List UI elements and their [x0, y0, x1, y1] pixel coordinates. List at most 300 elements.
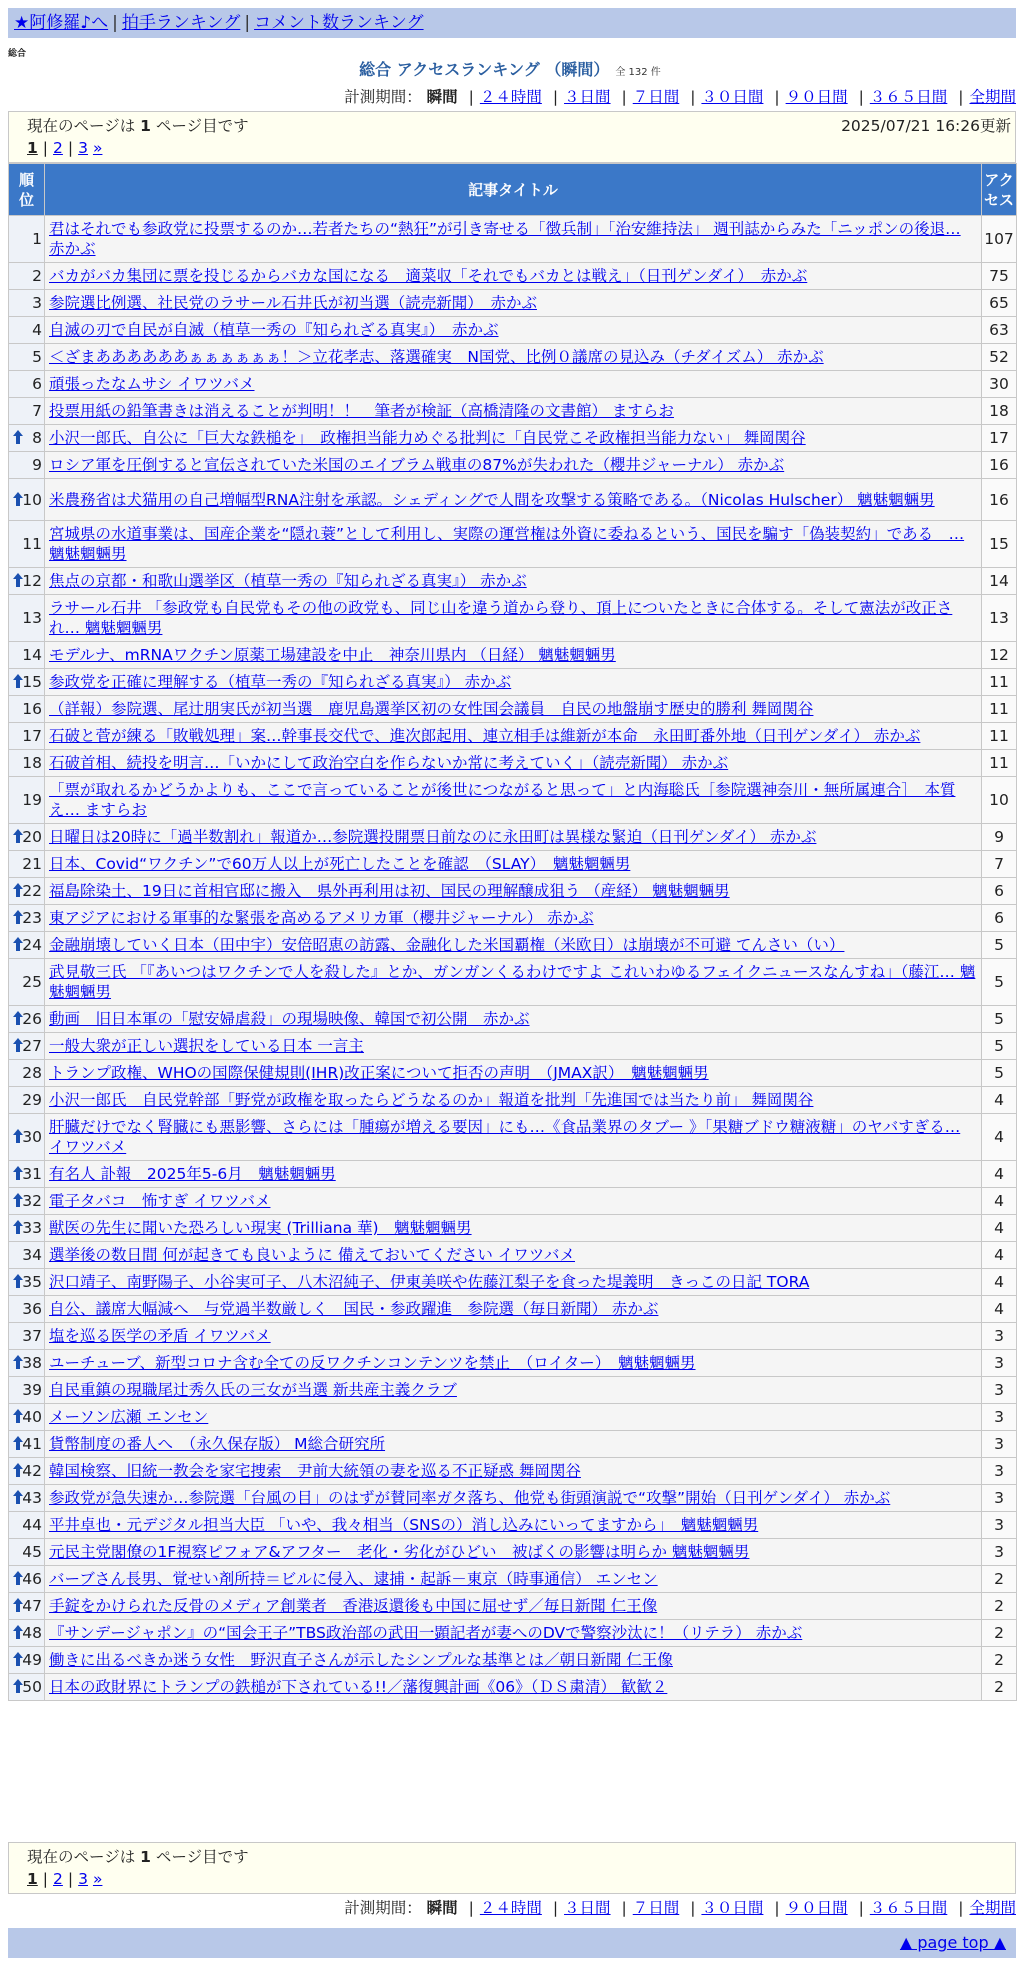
rank-cell [9, 521, 45, 568]
rank-cell [9, 1620, 45, 1647]
table-row [9, 263, 1017, 290]
period-link-3d[interactable]: ３日間 [564, 88, 611, 106]
rank-cell [9, 1431, 45, 1458]
table-row [9, 1242, 1017, 1269]
article-title-link[interactable]: 東アジアにおける軍事的な緊張を高めるアメリカ軍（櫻井ジャーナル） 赤かぶ [49, 909, 594, 927]
rank-up-arrow-icon [12, 1597, 24, 1613]
rank-number: 30 [22, 1128, 42, 1146]
title-cell [45, 905, 982, 932]
access-count: 3 [982, 1485, 1017, 1512]
access-count: 17 [982, 425, 1017, 452]
rank-up-arrow-icon [12, 1624, 24, 1640]
rank-number: 27 [22, 1037, 42, 1055]
table-row [9, 723, 1017, 750]
access-count: 5 [982, 1033, 1017, 1060]
table-row [9, 568, 1017, 595]
access-count: 107 [982, 216, 1017, 263]
rank-cell [9, 216, 45, 263]
access-count: 16 [982, 479, 1017, 521]
period-link-7d[interactable]: ７日間 [632, 88, 680, 106]
period-link-365d[interactable]: ３６５日間 [869, 1899, 948, 1917]
article-title-link[interactable]: 参院選比例選、社民党のラサール石井氏が初当選（読売新聞） 赤かぶ [49, 294, 537, 312]
article-title-link[interactable]: 有名人 訃報 2025年5-6月 魑魅魍魎男 [49, 1165, 336, 1183]
article-title-link[interactable]: メーソン広瀬 エンセン [49, 1408, 209, 1426]
rank-number: 1 [32, 230, 42, 248]
rank-cell [9, 750, 45, 777]
period-link-24h[interactable]: ２４時間 [479, 1899, 542, 1917]
article-title-link[interactable]: 福島除染土、19日に首相官邸に搬入 県外再利用は初、国民の理解醸成狙う （産経） 魑魅魍魎男 [49, 882, 730, 900]
header-rank: 順位 [9, 164, 45, 216]
title-cell [45, 1033, 982, 1060]
period-label: 計測期間： [344, 88, 422, 106]
period-selector-bottom: 計測期間： 瞬間 | ２４時間 | ３日間 | ７日間 | ３０日間 | ９０日間 | ３６５日間 | 全期間 [344, 1899, 1016, 1917]
table-row [9, 905, 1017, 932]
title-cell [45, 1161, 982, 1188]
rank-cell [9, 317, 45, 344]
table-row [9, 1114, 1017, 1161]
access-count: 16 [982, 452, 1017, 479]
article-title-link[interactable]: 肝臓だけでなく腎臓にも悪影響、さらには「腫瘍が増える要因」にも…《食品業界のタブー 》「果糖ブドウ糖液糖」のヤバすぎる… イワツバメ [49, 1118, 961, 1156]
rank-number: 21 [22, 855, 42, 873]
period-link-30d[interactable]: ３０日間 [701, 1899, 764, 1917]
period-link-7d[interactable]: ７日間 [632, 1899, 680, 1917]
rank-number: 19 [22, 791, 42, 809]
table-row [9, 1188, 1017, 1215]
rank-up-arrow-icon [12, 1010, 24, 1026]
period-current: 瞬間 [426, 88, 458, 106]
rank-up-arrow-icon [12, 828, 24, 844]
table-row [9, 959, 1017, 1006]
title-cell [45, 371, 982, 398]
rank-cell [9, 425, 45, 452]
access-count: 3 [982, 1350, 1017, 1377]
title-cell [45, 959, 982, 1006]
article-title-link[interactable]: 働きに出るべきか迷う女性 野沢直子さんが示したシンプルな基準とは／朝日新聞 仁王像 [49, 1651, 673, 1669]
article-title-link[interactable]: 宮城県の水道事業は、国産企業を“隠れ蓑”として利用し、実際の運営権は外資に委ねるという、国民を騙す「偽装契約」である … 魑魅魍魎男 [49, 525, 965, 563]
title-cell [45, 1006, 982, 1033]
rank-cell [9, 1033, 45, 1060]
table-row [9, 371, 1017, 398]
nav-link-comment-ranking[interactable]: コメント数ランキング [254, 13, 424, 33]
article-title-link[interactable]: 韓国検察、旧統一教会を家宅捜索 尹前大統領の妻を巡る不正疑惑 舞岡関谷 [49, 1462, 581, 1480]
table-row [9, 452, 1017, 479]
article-title-link[interactable]: 元民主党閣僚の1F視察ピフォア&アフター 老化・劣化がひどい 被ばくの影響は明らか 魑魅魍魎男 [49, 1543, 750, 1561]
table-row [9, 290, 1017, 317]
rank-number: 3 [32, 294, 42, 312]
table-row [9, 750, 1017, 777]
top-nav-bar [8, 8, 1016, 38]
rank-number: 20 [22, 828, 42, 846]
rank-cell [9, 669, 45, 696]
title-cell [45, 263, 982, 290]
title-cell [45, 1566, 982, 1593]
rank-cell [9, 398, 45, 425]
article-title-link[interactable]: 塩を巡る医学の矛盾 イワツバメ [49, 1327, 271, 1345]
access-count: 15 [982, 521, 1017, 568]
rank-number: 39 [22, 1381, 42, 1399]
access-count: 5 [982, 932, 1017, 959]
access-count: 6 [982, 878, 1017, 905]
rank-number: 49 [22, 1651, 42, 1669]
rank-up-arrow-icon [12, 1462, 24, 1478]
category-tag: 総合 [8, 49, 27, 59]
access-count: 7 [982, 851, 1017, 878]
table-row [9, 851, 1017, 878]
access-count: 4 [982, 1161, 1017, 1188]
rank-cell [9, 1161, 45, 1188]
rank-number: 12 [22, 572, 42, 590]
article-title-link[interactable]: ラサール石井 「参政党も自民党もその他の政党も、同じ山を違う道から登り、頂上についたときに合体する。そして憲法が改正され… 魑魅魍魎男 [49, 599, 953, 637]
title-cell [45, 878, 982, 905]
article-title-link[interactable]: 手錠をかけられた反骨のメディア創業者 香港返還後も中国に屈せず／毎日新聞 仁王像 [49, 1597, 658, 1615]
access-count: 4 [982, 1269, 1017, 1296]
article-title-link[interactable]: 頑張ったなムサシ イワツバメ [49, 375, 255, 393]
article-title-link[interactable]: 選挙後の数日間 何が起きても良いように 備えておいてください イワツバメ [49, 1246, 575, 1264]
table-row [9, 317, 1017, 344]
table-row [9, 1215, 1017, 1242]
rank-cell [9, 1323, 45, 1350]
rank-number: 34 [22, 1246, 42, 1264]
article-title-link[interactable]: 武見敬三氏 「『あいつはワクチンで人を殺した』とか、ガンガンくるわけですよ これいわゆるフェイクニュースなんすね」（藤江… 魑魅魍魎男 [49, 963, 976, 1001]
rank-number: 40 [22, 1408, 42, 1426]
access-count: 4 [982, 1114, 1017, 1161]
rank-cell [9, 905, 45, 932]
page-current: 1 [27, 139, 38, 157]
page-title: 総合 アクセスランキング （瞬間） [359, 60, 610, 79]
nav-link-applause-ranking[interactable]: 拍手ランキング [121, 13, 241, 33]
title-cell [45, 1674, 982, 1701]
article-title-link[interactable]: 平井卓也・元デジタル担当大臣 「いや、我々相当（SNSの）消し込みにいってますから」 魑魅魍魎男 [49, 1516, 759, 1534]
nav-separator: | [244, 13, 251, 33]
total-count: 全 132 件 [615, 67, 661, 78]
title-cell [45, 595, 982, 642]
title-cell [45, 1485, 982, 1512]
article-title-link[interactable]: 参政党が急失速か…参院選「台風の目」のはずが賛同率ガタ落ち、他党も街頭演説で“攻撃”開始（日刊ゲンダイ） 赤かぶ [49, 1489, 891, 1507]
rank-up-arrow-icon [12, 1354, 24, 1370]
access-count: 14 [982, 568, 1017, 595]
access-count: 2 [982, 1593, 1017, 1620]
article-title-link[interactable]: ＜ざまああああああぁぁぁぁぁぁ！＞立花孝志、落選確実 N国党、比例０議席の見込み（チダイズム） 赤かぶ [49, 348, 824, 366]
table-row [9, 1006, 1017, 1033]
article-title-link[interactable]: 貨幣制度の番人へ （永久保存版） M総合研究所 [49, 1435, 386, 1453]
title-cell [45, 1060, 982, 1087]
title-cell [45, 1512, 982, 1539]
table-row [9, 1296, 1017, 1323]
access-count: 3 [982, 1377, 1017, 1404]
article-title-link[interactable]: 金融崩壊していく日本（田中宇）安倍昭恵の訪露、金融化した米国覇権（米欧日）は崩壊が不可避 てんさい（い） [49, 936, 845, 954]
table-row [9, 1087, 1017, 1114]
title-cell [45, 1404, 982, 1431]
bottom-bar [8, 1928, 1016, 1958]
page-link-3[interactable]: 3 [78, 139, 89, 157]
article-title-link[interactable]: バーブさん長男、覚せい剤所持＝ビルに侵入、逮捕・起訴－東京（時事通信） エンセン [49, 1570, 658, 1588]
title-cell [45, 750, 982, 777]
access-count: 4 [982, 1242, 1017, 1269]
title-cell [45, 696, 982, 723]
article-title-link[interactable]: モデルナ、mRNAワクチン原薬工場建設を中止 神奈川県内 （日経） 魑魅魍魎男 [49, 646, 616, 664]
rank-number: 22 [22, 882, 42, 900]
access-count: 4 [982, 1087, 1017, 1114]
article-title-link[interactable]: 動画 旧日本軍の「慰安婦虐殺」の現場映像、韓国で初公開 赤かぶ [49, 1010, 530, 1028]
period-selector-top: 計測期間： 瞬間 | ２４時間 | ３日間 | ７日間 | ３０日間 | ９０日間 | ３６５日間 | 全期間 [344, 88, 1016, 106]
article-title-link[interactable]: 投票用紙の鉛筆書きは消えることが判明！！ 筆者が検証（高橋清隆の文書館） ますらお [49, 402, 674, 420]
period-link-3d[interactable]: ３日間 [564, 1899, 611, 1917]
rank-number: 10 [22, 490, 42, 509]
article-title-link[interactable]: 沢口靖子、南野陽子、小谷実可子、八木沼純子、伊東美咲や佐藤江梨子を食った堤義明 きっこの日記 TORA [49, 1273, 810, 1291]
article-title-link[interactable]: 日本、Covid“ワクチン”で60万人以上が死亡したことを確認 （SLAY） 魑魅魍魎男 [49, 855, 631, 873]
access-count: 3 [982, 1539, 1017, 1566]
article-title-link[interactable]: 小沢一郎氏 自民党幹部「野党が政権を取ったらどうなるのか」報道を批判「先進国では当たり前」 舞岡関谷 [49, 1091, 814, 1109]
article-title-link[interactable]: 獣医の先生に聞いた恐ろしい現実 (Trilliana 華) 魑魅魍魎男 [49, 1219, 472, 1237]
title-cell [45, 1215, 982, 1242]
rank-cell [9, 263, 45, 290]
pagination-box-bottom [8, 1842, 1016, 1894]
access-count: 3 [982, 1404, 1017, 1431]
rank-number: 48 [22, 1624, 42, 1642]
title-cell [45, 398, 982, 425]
rank-number: 17 [22, 727, 42, 745]
title-cell [45, 290, 982, 317]
title-cell [45, 1350, 982, 1377]
article-title-link[interactable]: 小沢一郎氏、自公に「巨大な鉄槌を」 政権担当能力めぐる批判に「自民党こそ政権担当能力ない」 舞岡関谷 [49, 429, 806, 447]
rank-number: 2 [32, 267, 42, 285]
access-count: 5 [982, 1060, 1017, 1087]
rank-number: 41 [22, 1435, 42, 1453]
article-title-link[interactable]: 石破首相、続投を明言…「いかにして政治空白を作らないか常に考えていく」（読売新聞） 赤かぶ [49, 754, 729, 772]
period-link-90d[interactable]: ９０日間 [785, 1899, 848, 1917]
rank-cell [9, 344, 45, 371]
page-next-link[interactable]: » [92, 139, 103, 157]
rank-cell [9, 1296, 45, 1323]
title-cell [45, 824, 982, 851]
access-count: 4 [982, 1296, 1017, 1323]
article-title-link[interactable]: 一般大衆が正しい選択をしている日本 一言主 [49, 1037, 364, 1055]
pagination-nav: 1 | 2 | 3 » [27, 1870, 103, 1888]
period-link-all[interactable]: 全期間 [969, 1899, 1016, 1917]
article-title-link[interactable]: 自公、議席大幅減へ 与党過半数厳しく 国民・参政躍進 参院選（毎日新聞） 赤かぶ [49, 1300, 659, 1318]
table-row [9, 479, 1017, 521]
table-row [9, 1033, 1017, 1060]
article-title-link[interactable]: 電子タバコ 怖すぎ イワツバメ [49, 1192, 271, 1210]
title-cell [45, 568, 982, 595]
rank-number: 33 [22, 1219, 42, 1237]
page-link-2[interactable]: 2 [53, 139, 63, 157]
access-count: 6 [982, 905, 1017, 932]
nav-link-asyura-home[interactable]: ★阿修羅♪へ [14, 13, 109, 33]
rank-number: 44 [22, 1516, 42, 1534]
table-row [9, 216, 1017, 263]
access-count: 52 [982, 344, 1017, 371]
title-cell [45, 1458, 982, 1485]
rank-cell [9, 1087, 45, 1114]
nav-separator: | [112, 13, 118, 33]
current-page-message: 現在のページは 1 ページ目です [27, 117, 249, 135]
access-count: 5 [982, 959, 1017, 1006]
period-link-all[interactable]: 全期間 [969, 88, 1016, 106]
title-cell [45, 1539, 982, 1566]
article-title-link[interactable]: 日曜日は20時に「過半数割れ」報道か…参院選投開票日前なのに永田町は異様な緊迫（日刊ゲンダイ） 赤かぶ [49, 828, 817, 846]
table-row [9, 824, 1017, 851]
access-count: 11 [982, 750, 1017, 777]
rank-up-arrow-icon [12, 1219, 24, 1235]
article-title-link[interactable]: バカがバカ集団に票を投じるからバカな国になる 適菜収「それでもバカとは戦え」（日刊ゲンダイ） 赤かぶ [49, 267, 808, 285]
title-cell [45, 1647, 982, 1674]
access-count: 5 [982, 1006, 1017, 1033]
table-row [9, 1323, 1017, 1350]
access-count: 12 [982, 642, 1017, 669]
table-row [9, 1060, 1017, 1087]
rank-number: 43 [22, 1489, 42, 1507]
rank-cell [9, 851, 45, 878]
rank-number: 11 [22, 535, 42, 553]
article-title-link[interactable]: 自滅の刃で自民が自滅（植草一秀の『知られざる真実』） 赤かぶ [49, 321, 499, 339]
rank-cell [9, 1269, 45, 1296]
title-cell [45, 1114, 982, 1161]
title-cell [45, 1188, 982, 1215]
article-title-link[interactable]: 「票が取れるかどうかよりも、ここで言っていることが後世につながると思って」と内海聡氏［参院選神奈川・無所属連合］ 本質え… ますらお [49, 781, 956, 819]
rank-cell [9, 932, 45, 959]
title-cell [45, 317, 982, 344]
article-title-link[interactable]: 日本の政財界にトランプの鉄槌が下されている!!／藩復興計画《06》（ＤＳ粛清） 歓歓２ [49, 1678, 668, 1696]
rank-up-arrow-icon [12, 1570, 24, 1586]
article-title-link[interactable]: 君はそれでも参政党に投票するのか…若者たちの“熱狂”が引き寄せる「徴兵制」「治安維持法」 週刊誌からみた「ニッポンの後退… 赤かぶ [49, 220, 961, 258]
access-count: 3 [982, 1512, 1017, 1539]
rank-cell [9, 1404, 45, 1431]
rank-cell [9, 696, 45, 723]
rank-cell [9, 1458, 45, 1485]
access-count: 9 [982, 824, 1017, 851]
article-title-link[interactable]: 石破と菅が練る「敗戦処理」案…幹事長交代で、進次郎起用、連立相手は維新が本命 永田町番外地（日刊ゲンダイ） 赤かぶ [49, 727, 921, 745]
period-current: 瞬間 [426, 1899, 458, 1917]
period-label: 計測期間： [344, 1899, 422, 1917]
page-link-3[interactable]: 3 [78, 1870, 89, 1888]
rank-number: 8 [32, 429, 42, 447]
table-row [9, 595, 1017, 642]
ranking-heading [0, 60, 1020, 83]
current-page-message: 現在のページは 1 ページ目です [27, 1848, 249, 1866]
table-row [9, 642, 1017, 669]
table-row [9, 1458, 1017, 1485]
rank-number: 29 [22, 1091, 42, 1109]
title-cell [45, 425, 982, 452]
rank-number: 28 [22, 1064, 42, 1082]
article-title-link[interactable]: 参政党を正確に理解する（植草一秀の『知られざる真実』） 赤かぶ [49, 673, 512, 691]
header-access: アクセス [982, 164, 1017, 216]
table-row [9, 878, 1017, 905]
rank-number: 32 [22, 1192, 42, 1210]
table-row [9, 1404, 1017, 1431]
rank-up-arrow-icon [12, 882, 24, 898]
rank-number: 5 [32, 348, 42, 366]
title-cell [45, 1087, 982, 1114]
page-top-link[interactable]: ▲ page top ▲ [899, 1933, 1006, 1952]
rank-up-arrow-icon [12, 572, 24, 588]
title-cell [45, 1620, 982, 1647]
rank-cell [9, 1647, 45, 1674]
rank-cell [9, 959, 45, 1006]
access-count: 3 [982, 1431, 1017, 1458]
access-count: 63 [982, 317, 1017, 344]
table-row [9, 932, 1017, 959]
article-title-link[interactable]: 焦点の京都・和歌山選挙区（植草一秀の『知られざる真実』） 赤かぶ [49, 572, 527, 590]
access-count: 2 [982, 1647, 1017, 1674]
rank-up-arrow-icon [12, 1435, 24, 1451]
rank-up-arrow-icon [12, 1128, 24, 1144]
rank-up-arrow-icon [12, 1273, 24, 1289]
table-row [9, 1161, 1017, 1188]
title-cell [45, 723, 982, 750]
table-row [9, 1431, 1017, 1458]
rank-cell [9, 878, 45, 905]
rank-number: 45 [22, 1543, 42, 1561]
access-count: 3 [982, 1323, 1017, 1350]
table-row [9, 1539, 1017, 1566]
access-count: 3 [982, 1458, 1017, 1485]
rank-number: 46 [22, 1570, 42, 1588]
table-row [9, 1512, 1017, 1539]
table-row [9, 398, 1017, 425]
article-title-link[interactable]: トランプ政権、WHOの国際保健規則(IHR)改正案について拒否の声明 （JMAX訳） 魑魅魍魎男 [49, 1064, 709, 1082]
rank-cell [9, 452, 45, 479]
article-title-link[interactable]: 『サンデージャポン』の“国会王子”TBS政治部の武田一顕記者が妻へのDVで警察沙汰に！（リテラ） 赤かぶ [49, 1624, 803, 1642]
rank-cell [9, 777, 45, 824]
rank-number: 31 [22, 1165, 42, 1183]
updated-timestamp: 2025/07/21 16:26更新 [841, 117, 1011, 135]
ranking-table [8, 163, 1017, 1701]
rank-number: 50 [22, 1678, 42, 1696]
access-count: 10 [982, 777, 1017, 824]
article-title-link[interactable]: 米農務省は犬猫用の自己増幅型RNA注射を承認。シェディングで人間を攻撃する策略である。（Nicolas Hulscher） 魑魅魍魎男 [49, 490, 935, 509]
rank-cell [9, 723, 45, 750]
title-cell [45, 344, 982, 371]
period-link-30d[interactable]: ３０日間 [701, 88, 764, 106]
rank-number: 6 [32, 375, 42, 393]
access-count: 2 [982, 1620, 1017, 1647]
rank-cell [9, 290, 45, 317]
article-title-link[interactable]: ロシア軍を圧倒すると宣伝されていた米国のエイブラム戦車の87%が失われた（櫻井ジャーナル） 赤かぶ [49, 456, 785, 474]
rank-up-arrow-icon [12, 491, 24, 507]
rank-cell [9, 1060, 45, 1087]
table-row [9, 1620, 1017, 1647]
title-cell [45, 452, 982, 479]
table-row [9, 344, 1017, 371]
access-count: 2 [982, 1674, 1017, 1701]
rank-up-arrow-icon [12, 1489, 24, 1505]
rank-cell [9, 642, 45, 669]
page-next-link[interactable]: » [92, 1870, 103, 1888]
rank-up-arrow-icon [12, 673, 24, 689]
period-link-24h[interactable]: ２４時間 [479, 88, 542, 106]
table-row [9, 425, 1017, 452]
period-link-365d[interactable]: ３６５日間 [869, 88, 948, 106]
rank-cell [9, 1350, 45, 1377]
rank-cell [9, 1485, 45, 1512]
access-count: 11 [982, 669, 1017, 696]
period-link-90d[interactable]: ９０日間 [785, 88, 848, 106]
table-row [9, 1485, 1017, 1512]
rank-cell [9, 1566, 45, 1593]
table-row [9, 1350, 1017, 1377]
article-title-link[interactable]: 自民重鎮の現職尾辻秀久氏の三女が当選 新共産主義クラブ [49, 1381, 457, 1399]
article-title-link[interactable]: ユーチューブ、新型コロナ含む全ての反ワクチンコンテンツを禁止 （ロイター） 魑魅魍魎男 [49, 1354, 696, 1372]
table-row [9, 1377, 1017, 1404]
rank-number: 7 [32, 402, 42, 420]
rank-up-arrow-icon [12, 1678, 24, 1694]
article-title-link[interactable]: （詳報）参院選、尾辻朋実氏が初当選 鹿児島選挙区初の女性国会議員 自民の地盤崩す歴史的勝利 舞岡関谷 [49, 700, 814, 718]
table-row [9, 696, 1017, 723]
table-row [9, 521, 1017, 568]
page-link-2[interactable]: 2 [53, 1870, 63, 1888]
